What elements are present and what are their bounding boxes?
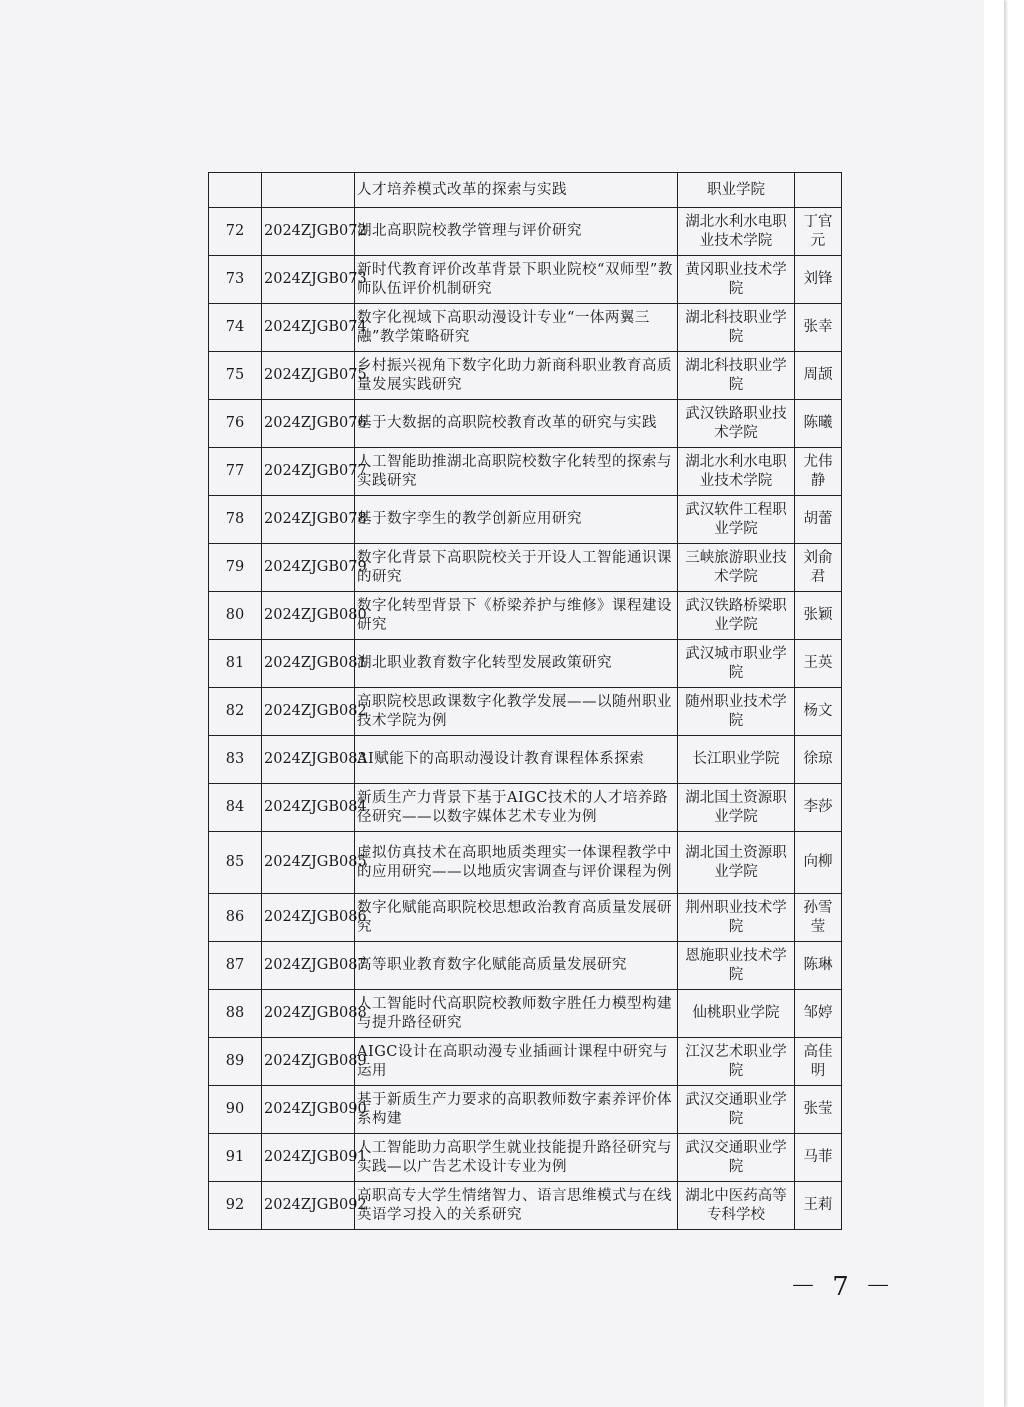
table-row: [209, 1086, 842, 1134]
cell-unit: 武汉铁路桥梁职业学院: [678, 592, 795, 640]
cell-no: 79: [209, 544, 262, 592]
cell-id: 2024ZJGB087: [262, 942, 355, 990]
cell-title: 高职院校思政课数字化教学发展——以随州职业技术学院为例: [355, 688, 678, 736]
cell-id: 2024ZJGB083: [262, 736, 355, 784]
cell-person: 张颖: [795, 592, 842, 640]
table-row: [209, 304, 842, 352]
table-row: [209, 256, 842, 304]
cell-no: 74: [209, 304, 262, 352]
table-row: [209, 640, 842, 688]
cell-no: 73: [209, 256, 262, 304]
cell-id: [262, 173, 355, 208]
cell-person: 陈琳: [795, 942, 842, 990]
cell-no: 85: [209, 832, 262, 894]
cell-no: 87: [209, 942, 262, 990]
cell-unit: 湖北国土资源职业学院: [678, 784, 795, 832]
cell-person: 李莎: [795, 784, 842, 832]
cell-unit: 武汉交通职业学院: [678, 1086, 795, 1134]
cell-id: 2024ZJGB092: [262, 1182, 355, 1230]
cell-no: 82: [209, 688, 262, 736]
cell-unit: 武汉交通职业学院: [678, 1134, 795, 1182]
cell-id: 2024ZJGB072: [262, 208, 355, 256]
cell-title: 高职高专大学生情绪智力、语言思维模式与在线英语学习投入的关系研究: [355, 1182, 678, 1230]
cell-unit: 湖北科技职业学院: [678, 304, 795, 352]
cell-no: [209, 173, 262, 208]
cell-no: 90: [209, 1086, 262, 1134]
cell-id: 2024ZJGB081: [262, 640, 355, 688]
cell-unit: 三峡旅游职业技术学院: [678, 544, 795, 592]
table-row: [209, 990, 842, 1038]
cell-unit: 长江职业学院: [678, 736, 795, 784]
cell-person: 胡蕾: [795, 496, 842, 544]
cell-title: 数字化转型背景下《桥梁养护与维修》课程建设研究: [355, 592, 678, 640]
cell-person: 徐琼: [795, 736, 842, 784]
table-row: [209, 592, 842, 640]
cell-person: 高佳明: [795, 1038, 842, 1086]
cell-title: 数字化视域下高职动漫设计专业“一体两翼三融”教学策略研究: [355, 304, 678, 352]
cell-title: 数字化背景下高职院校关于开设人工智能通识课的研究: [355, 544, 678, 592]
cell-person: 马菲: [795, 1134, 842, 1182]
cell-id: 2024ZJGB091: [262, 1134, 355, 1182]
cell-person: 向柳: [795, 832, 842, 894]
cell-id: 2024ZJGB090: [262, 1086, 355, 1134]
cell-person: 杨文: [795, 688, 842, 736]
cell-unit: 湖北水利水电职业技术学院: [678, 448, 795, 496]
cell-no: 88: [209, 990, 262, 1038]
cell-no: 84: [209, 784, 262, 832]
table-row: [209, 832, 842, 894]
cell-id: 2024ZJGB080: [262, 592, 355, 640]
cell-no: 91: [209, 1134, 262, 1182]
cell-id: 2024ZJGB086: [262, 894, 355, 942]
cell-title: 数字化赋能高职院校思想政治教育高质量发展研究: [355, 894, 678, 942]
page-edge: [984, 0, 1004, 1407]
cell-person: 张幸: [795, 304, 842, 352]
cell-unit: 武汉软件工程职业学院: [678, 496, 795, 544]
cell-id: 2024ZJGB077: [262, 448, 355, 496]
cell-unit: 湖北科技职业学院: [678, 352, 795, 400]
cell-title: 基于大数据的高职院校教育改革的研究与实践: [355, 400, 678, 448]
cell-unit: 荆州职业技术学院: [678, 894, 795, 942]
cell-no: 75: [209, 352, 262, 400]
cell-person: 王英: [795, 640, 842, 688]
cell-title: 人工智能时代高职院校教师数字胜任力模型构建与提升路径研究: [355, 990, 678, 1038]
cell-id: 2024ZJGB084: [262, 784, 355, 832]
table-row: [209, 942, 842, 990]
cell-unit: 湖北水利水电职业技术学院: [678, 208, 795, 256]
project-table: [208, 172, 842, 1230]
cell-title: 基于新质生产力要求的高职教师数字素养评价体系构建: [355, 1086, 678, 1134]
cell-person: 尤伟静: [795, 448, 842, 496]
cell-id: 2024ZJGB082: [262, 688, 355, 736]
cell-unit: 武汉城市职业学院: [678, 640, 795, 688]
cell-person: 丁官元: [795, 208, 842, 256]
table-row: [209, 688, 842, 736]
table-row: [209, 400, 842, 448]
cell-title: 新时代教育评价改革背景下职业院校“双师型”教师队伍评价机制研究: [355, 256, 678, 304]
table-row: [209, 208, 842, 256]
cell-person: [795, 173, 842, 208]
cell-title: 高等职业教育数字化赋能高质量发展研究: [355, 942, 678, 990]
cell-title: 乡村振兴视角下数字化助力新商科职业教育高质量发展实践研究: [355, 352, 678, 400]
table-row: [209, 894, 842, 942]
cell-no: 76: [209, 400, 262, 448]
cell-title: 新质生产力背景下基于AIGC技术的人才培养路径研究——以数字媒体艺术专业为例: [355, 784, 678, 832]
cell-no: 92: [209, 1182, 262, 1230]
cell-no: 72: [209, 208, 262, 256]
cell-person: 张莹: [795, 1086, 842, 1134]
table-row: [209, 448, 842, 496]
table-row: [209, 784, 842, 832]
table-row: [209, 736, 842, 784]
cell-title: 人工智能助力高职学生就业技能提升路径研究与实践—以广告艺术设计专业为例: [355, 1134, 678, 1182]
cell-unit: 黄冈职业技术学院: [678, 256, 795, 304]
cell-id: 2024ZJGB089: [262, 1038, 355, 1086]
cell-person: 刘锋: [795, 256, 842, 304]
cell-no: 89: [209, 1038, 262, 1086]
cell-no: 81: [209, 640, 262, 688]
cell-person: 陈曦: [795, 400, 842, 448]
project-table-body: [209, 173, 842, 1230]
cell-title: 湖北职业教育数字化转型发展政策研究: [355, 640, 678, 688]
table-row: [209, 1038, 842, 1086]
cell-id: 2024ZJGB075: [262, 352, 355, 400]
cell-title: 虚拟仿真技术在高职地质类理实一体课程教学中的应用研究——以地质灾害调查与评价课程为例: [355, 832, 678, 894]
cell-unit: 湖北国土资源职业学院: [678, 832, 795, 894]
cell-person: 邹婷: [795, 990, 842, 1038]
cell-person: 刘俞君: [795, 544, 842, 592]
cell-unit: 恩施职业技术学院: [678, 942, 795, 990]
cell-title: AIGC设计在高职动漫专业插画计课程中研究与运用: [355, 1038, 678, 1086]
table-row-continuation: [209, 173, 842, 208]
cell-person: 周颉: [795, 352, 842, 400]
cell-id: 2024ZJGB088: [262, 990, 355, 1038]
cell-unit: 江汉艺术职业学院: [678, 1038, 795, 1086]
cell-no: 77: [209, 448, 262, 496]
cell-unit: 湖北中医药高等专科学校: [678, 1182, 795, 1230]
cell-unit: 随州职业技术学院: [678, 688, 795, 736]
cell-id: 2024ZJGB074: [262, 304, 355, 352]
cell-title: 人才培养模式改革的探索与实践: [355, 173, 678, 208]
table-row: [209, 1182, 842, 1230]
table-row: [209, 496, 842, 544]
table-row: [209, 544, 842, 592]
cell-title: 湖北高职院校教学管理与评价研究: [355, 208, 678, 256]
cell-id: 2024ZJGB076: [262, 400, 355, 448]
cell-id: 2024ZJGB073: [262, 256, 355, 304]
table-row: [209, 1134, 842, 1182]
cell-person: 王莉: [795, 1182, 842, 1230]
cell-title: 基于数字孪生的教学创新应用研究: [355, 496, 678, 544]
page-number: － 7 －: [790, 1272, 896, 1302]
cell-no: 86: [209, 894, 262, 942]
cell-title: AI赋能下的高职动漫设计教育课程体系探索: [355, 736, 678, 784]
cell-unit: 武汉铁路职业技术学院: [678, 400, 795, 448]
cell-id: 2024ZJGB085: [262, 832, 355, 894]
cell-no: 83: [209, 736, 262, 784]
cell-no: 78: [209, 496, 262, 544]
cell-unit: 仙桃职业学院: [678, 990, 795, 1038]
cell-unit: 职业学院: [678, 173, 795, 208]
cell-person: 孙雪莹: [795, 894, 842, 942]
cell-title: 人工智能助推湖北高职院校数字化转型的探索与实践研究: [355, 448, 678, 496]
cell-id: 2024ZJGB078: [262, 496, 355, 544]
cell-id: 2024ZJGB079: [262, 544, 355, 592]
table-row: [209, 352, 842, 400]
cell-no: 80: [209, 592, 262, 640]
